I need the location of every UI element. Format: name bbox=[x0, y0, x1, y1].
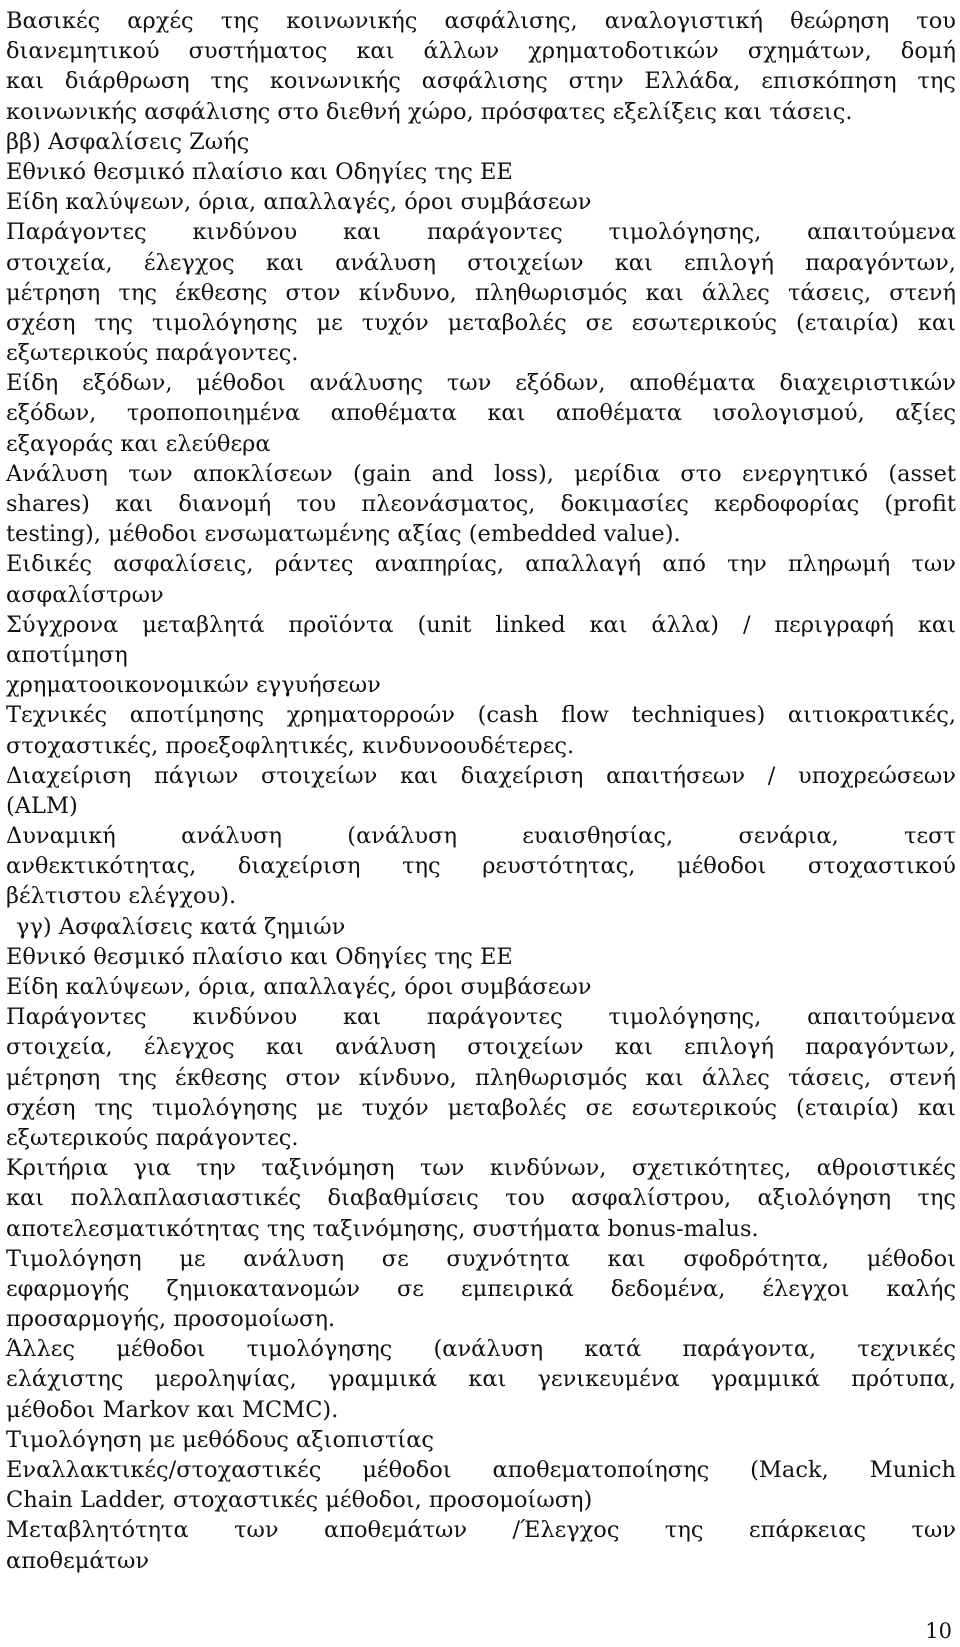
word: στενή bbox=[889, 279, 956, 306]
word: flow bbox=[561, 702, 609, 729]
word: ταξινόμηση bbox=[261, 1155, 395, 1182]
text-line bbox=[6, 610, 956, 640]
word: κίνδυνο, bbox=[358, 1064, 457, 1091]
text-line bbox=[6, 549, 956, 579]
word: θεώρηση bbox=[790, 8, 890, 34]
word: /Έλεγχος bbox=[512, 1517, 620, 1544]
word: και bbox=[265, 1034, 304, 1061]
word: Διαχείριση bbox=[6, 762, 132, 789]
text-line bbox=[6, 66, 956, 96]
word: κινδύνου bbox=[192, 219, 298, 246]
word: κοινωνικής bbox=[269, 68, 401, 95]
word: μερίδια bbox=[574, 460, 661, 487]
document-body bbox=[6, 6, 956, 1576]
word: τυχόν bbox=[361, 1094, 429, 1121]
word: και bbox=[607, 1245, 646, 1272]
word: αποτίμησης bbox=[129, 702, 265, 729]
word: ευαισθησίας, bbox=[522, 823, 674, 850]
text-line: εξωτερικούς παράγοντες. bbox=[6, 340, 299, 367]
text-line bbox=[6, 1093, 956, 1123]
section-heading: ββ) Ασφαλίσεις Ζωής bbox=[6, 128, 250, 155]
word: μέτρηση bbox=[6, 279, 101, 306]
word: ζημιοκατανομών bbox=[166, 1275, 360, 1302]
word: πάγιων bbox=[153, 762, 239, 789]
word: των bbox=[911, 1517, 956, 1544]
word: αποθέματα bbox=[629, 370, 756, 397]
word: προϊόντα bbox=[288, 611, 394, 638]
word: του bbox=[296, 491, 337, 517]
word: και bbox=[356, 38, 395, 65]
word: διαχειριστικών bbox=[779, 370, 956, 397]
word: πληρωμή bbox=[788, 551, 891, 578]
word: κερδοφορίας bbox=[714, 491, 860, 517]
word: των bbox=[128, 460, 173, 487]
word: συστήματος bbox=[188, 38, 328, 65]
word: στο bbox=[680, 460, 722, 487]
text-line bbox=[6, 700, 956, 730]
word: στοιχείων bbox=[260, 762, 378, 789]
word: τεχνικές bbox=[857, 1336, 956, 1363]
word: επισκόπηση bbox=[761, 68, 897, 95]
word: αποθεματοποίησης bbox=[492, 1457, 710, 1483]
text-line bbox=[6, 1364, 956, 1394]
text-line bbox=[6, 1455, 956, 1485]
word: (εταιρία) bbox=[795, 1094, 899, 1121]
word: αποθέματα bbox=[330, 400, 457, 427]
word: ασφαλίστρου, bbox=[571, 1185, 732, 1212]
word: σε bbox=[381, 1245, 409, 1272]
word: την bbox=[196, 1155, 236, 1182]
word: διανομή bbox=[178, 491, 272, 517]
word: ανάλυση bbox=[335, 1034, 436, 1061]
word: κίνδυνο, bbox=[358, 279, 457, 306]
word: τυχόν bbox=[361, 309, 429, 336]
text-line bbox=[6, 308, 956, 338]
word: στην bbox=[568, 68, 624, 95]
word: (profit bbox=[884, 491, 956, 517]
word: ανάλυση bbox=[243, 1245, 345, 1272]
text-line: βέλτιστου ελέγχου). bbox=[6, 883, 237, 910]
word: αξίες bbox=[895, 400, 956, 427]
word: από bbox=[662, 551, 706, 578]
word: σχέση bbox=[6, 309, 76, 336]
word: στοιχεία, bbox=[6, 249, 113, 276]
word: σε bbox=[585, 309, 613, 336]
word: στοιχεία, bbox=[6, 1034, 113, 1061]
word: Μεταβλητότητα bbox=[6, 1517, 189, 1544]
word: ανάλυση bbox=[181, 823, 282, 850]
word: κινδύνων, bbox=[489, 1155, 607, 1182]
word: της bbox=[94, 1094, 133, 1121]
word: αρχές bbox=[127, 8, 194, 34]
word: παράγοντες bbox=[426, 219, 563, 246]
word: της bbox=[94, 309, 133, 336]
word: κοινωνικής bbox=[286, 8, 418, 34]
word: ρευστότητας, bbox=[482, 853, 636, 880]
word: αποκλίσεων bbox=[192, 460, 333, 487]
word: παράγοντες bbox=[426, 1004, 563, 1031]
word: απαιτούμενα bbox=[807, 219, 956, 246]
word: σχημάτων, bbox=[747, 38, 872, 65]
word: διανεμητικού bbox=[6, 38, 160, 65]
text-line: αποτελεσματικότητας της ταξινόμησης, συστήματα bonus-malus. bbox=[6, 1215, 759, 1242]
word: έκθεσης bbox=[175, 279, 268, 306]
word: τιμολόγησης, bbox=[608, 1004, 762, 1031]
word: των bbox=[419, 1155, 465, 1182]
word: κατά bbox=[584, 1336, 642, 1363]
text-line bbox=[6, 217, 956, 247]
word: άλλες bbox=[701, 1064, 770, 1091]
word: γραμμικά bbox=[327, 1366, 438, 1393]
word: σχέση bbox=[6, 1094, 76, 1121]
word: της bbox=[210, 68, 249, 95]
word: ασφάλισης bbox=[421, 68, 548, 95]
word: shares) bbox=[6, 491, 90, 517]
word: ισολογισμού, bbox=[712, 400, 865, 427]
text-line: προσαρμογής, προσομοίωση. bbox=[6, 1306, 336, 1333]
word: και bbox=[917, 1094, 956, 1121]
word: γενικευμένα bbox=[537, 1366, 680, 1393]
word: της bbox=[118, 279, 157, 306]
word: αναπηρίας, bbox=[374, 551, 505, 578]
text-line: κοινωνικής ασφάλισης στο διεθνή χώρο, πρόσφατες εξελίξεις και τάσεις. bbox=[6, 98, 853, 125]
word: χρηματορροών bbox=[286, 702, 455, 729]
word: Munich bbox=[869, 1457, 956, 1483]
word: των bbox=[234, 1517, 279, 1544]
word: συχνότητα bbox=[446, 1245, 570, 1272]
text-line bbox=[6, 1002, 956, 1032]
word: σε bbox=[396, 1275, 424, 1302]
word: της bbox=[917, 68, 956, 95]
word: απαιτήσεων bbox=[606, 762, 746, 789]
word: αποθέματα bbox=[555, 400, 683, 427]
word: του bbox=[916, 8, 956, 34]
word: στοχαστικού bbox=[807, 853, 956, 880]
word: και bbox=[6, 1185, 45, 1212]
word: ανάλυση bbox=[335, 249, 436, 276]
word: αναλογιστική bbox=[604, 8, 764, 34]
word: γραμμικά bbox=[710, 1366, 820, 1393]
text-line: αποθεμάτων bbox=[6, 1547, 150, 1574]
word: πλεονάσματος, bbox=[361, 491, 536, 517]
word: και bbox=[115, 491, 154, 517]
word: αθροιστικές bbox=[816, 1155, 956, 1182]
page-number: 10 bbox=[925, 1619, 952, 1643]
word: μέθοδοι bbox=[677, 853, 767, 880]
word: της bbox=[664, 1517, 704, 1544]
word: στοιχείων bbox=[467, 249, 584, 276]
word: πληθωρισμός bbox=[474, 1064, 628, 1091]
word: πρότυπα, bbox=[851, 1366, 956, 1393]
text-line bbox=[6, 1244, 956, 1274]
word: (unit bbox=[417, 611, 472, 638]
text-line: Chain Ladder, στοχαστικές μέθοδοι, προσομοίωση) bbox=[6, 1487, 593, 1514]
word: επάρκειας bbox=[748, 1517, 867, 1544]
word: παραγόντων, bbox=[805, 1034, 956, 1061]
text-line bbox=[6, 489, 956, 519]
word: μέθοδοι bbox=[196, 370, 286, 397]
section-heading: γγ) Ασφαλίσεις κατά ζημιών bbox=[16, 913, 346, 940]
text-line bbox=[6, 851, 956, 881]
word: μεταβλητά bbox=[142, 611, 265, 638]
word: μεταβολές bbox=[447, 309, 567, 336]
word: (εταιρία) bbox=[795, 309, 899, 336]
word: επιλογή bbox=[684, 249, 775, 276]
word: Κριτήρια bbox=[6, 1155, 109, 1182]
text-line bbox=[6, 36, 956, 66]
word: μεροληψίας, bbox=[154, 1366, 297, 1393]
word: τιμολόγησης bbox=[151, 309, 298, 336]
word: σε bbox=[585, 1094, 613, 1121]
word: της bbox=[220, 8, 260, 34]
word: περιγραφή bbox=[774, 611, 894, 638]
word: της bbox=[402, 853, 441, 880]
word: άλλα) bbox=[651, 611, 720, 638]
word: της bbox=[917, 1185, 956, 1212]
word: επιλογή bbox=[684, 1034, 775, 1061]
word: και bbox=[399, 762, 439, 789]
word: μέθοδοι bbox=[116, 1336, 206, 1363]
word: τεστ bbox=[904, 823, 956, 850]
word: Βασικές bbox=[6, 8, 101, 34]
word: διαχείριση bbox=[460, 762, 584, 789]
word: και bbox=[6, 68, 45, 95]
word: πληθωρισμός bbox=[474, 279, 628, 306]
word: διάρθρωση bbox=[64, 68, 190, 95]
word: μέθοδοι bbox=[866, 1245, 956, 1272]
word: κινδύνου bbox=[192, 1004, 298, 1031]
word: και bbox=[487, 400, 526, 427]
word: ελάχιστης bbox=[6, 1366, 124, 1393]
word: αποθεμάτων bbox=[324, 1517, 468, 1544]
text-line: Είδη καλύψεων, όρια, απαλλαγές, όροι συμβάσεων bbox=[6, 974, 592, 1000]
word: πολλαπλασιαστικές bbox=[70, 1185, 302, 1212]
word: (ανάλυση bbox=[433, 1336, 544, 1363]
word: τιμολόγησης bbox=[246, 1336, 393, 1363]
word: δοκιμασίες bbox=[560, 491, 689, 517]
word: τροποποιημένα bbox=[126, 400, 301, 427]
word: δεδομένα, bbox=[610, 1275, 726, 1302]
text-line: (ALM) bbox=[6, 792, 78, 819]
word: αξιολόγηση bbox=[757, 1185, 892, 1212]
text-line bbox=[6, 821, 956, 851]
text-line bbox=[6, 1274, 956, 1304]
word: εσωτερικούς bbox=[631, 1094, 778, 1121]
word: Παράγοντες bbox=[6, 219, 147, 246]
word: μεταβολές bbox=[447, 1094, 567, 1121]
word: ενεργητικό bbox=[742, 460, 869, 487]
word: τιμολόγησης, bbox=[608, 219, 762, 246]
word: έκθεσης bbox=[175, 1064, 268, 1091]
word: απαλλαγή bbox=[525, 551, 642, 578]
word: χρηματοδοτικών bbox=[528, 38, 719, 65]
word: σφοδρότητα, bbox=[683, 1245, 830, 1272]
word: των bbox=[446, 370, 492, 397]
word: με bbox=[316, 309, 343, 336]
text-line bbox=[6, 6, 956, 36]
word: μέθοδοι bbox=[362, 1457, 452, 1483]
word: ασφάλισης, bbox=[444, 8, 578, 34]
word: και bbox=[468, 1366, 507, 1393]
word: άλλων bbox=[423, 38, 500, 65]
word: σενάρια, bbox=[738, 823, 839, 850]
text-line bbox=[6, 1334, 956, 1364]
word: και bbox=[645, 279, 684, 306]
word: και bbox=[342, 1004, 382, 1031]
text-line bbox=[6, 248, 956, 278]
text-line: Τιμολόγηση με μεθόδους αξιοπιστίας bbox=[6, 1426, 435, 1453]
text-line: εξαγοράς και ελεύθερα bbox=[6, 430, 271, 457]
word: για bbox=[133, 1155, 171, 1182]
word: μέτρηση bbox=[6, 1064, 101, 1091]
word: στον bbox=[285, 1064, 341, 1091]
text-line bbox=[6, 368, 956, 398]
text-line bbox=[6, 459, 956, 489]
word: linked bbox=[495, 611, 566, 638]
word: και bbox=[342, 219, 382, 246]
word: άλλες bbox=[701, 279, 770, 306]
word: Ειδικές bbox=[6, 551, 92, 578]
word: την bbox=[727, 551, 767, 578]
text-line: Εθνικό θεσμικό πλαίσιο και Οδηγίες της ΕΕ bbox=[6, 943, 513, 970]
word: αιτιοκρατικές, bbox=[787, 702, 956, 729]
text-line: χρηματοοικονομικών εγγυήσεων bbox=[6, 672, 381, 699]
word: στον bbox=[285, 279, 341, 306]
word: Τιμολόγηση bbox=[6, 1245, 142, 1272]
word: απαιτούμενα bbox=[807, 1004, 956, 1031]
word: έλεγχοι bbox=[762, 1275, 850, 1302]
word: / bbox=[742, 611, 751, 638]
text-line: αποτίμηση bbox=[6, 641, 128, 668]
text-line bbox=[6, 398, 956, 428]
word: techniques) bbox=[631, 702, 766, 729]
word: εξόδων, bbox=[82, 370, 173, 397]
text-line: εξωτερικούς παράγοντες. bbox=[6, 1124, 299, 1151]
word: Είδη bbox=[6, 370, 59, 397]
word: Εναλλακτικές/στοχαστικές bbox=[6, 1457, 322, 1483]
word: (gain bbox=[352, 460, 412, 487]
text-line: μέθοδοι Markov και MCMC). bbox=[6, 1396, 339, 1423]
word: παραγόντων, bbox=[805, 249, 956, 276]
text-line bbox=[6, 1032, 956, 1062]
word: του bbox=[505, 1185, 545, 1212]
word: ράντες bbox=[274, 551, 354, 578]
word: στοιχείων bbox=[467, 1034, 584, 1061]
word: εξόδων, bbox=[515, 370, 606, 397]
word: loss), bbox=[494, 460, 554, 487]
text-line bbox=[6, 1183, 956, 1213]
word: και bbox=[265, 249, 304, 276]
word: Ελλάδα, bbox=[644, 68, 741, 95]
word: διαχείριση bbox=[237, 853, 361, 880]
word: εμπειρικά bbox=[460, 1275, 574, 1302]
word: Ανάλυση bbox=[6, 460, 108, 487]
word: διαβαθμίσεις bbox=[327, 1185, 479, 1212]
word: καλής bbox=[886, 1275, 956, 1302]
text-line bbox=[6, 1515, 956, 1545]
text-line bbox=[6, 761, 956, 791]
word: εξόδων, bbox=[6, 400, 97, 427]
text-line: στοχαστικές, προεξοφλητικές, κινδυνοουδέτερες. bbox=[6, 732, 575, 759]
text-line: testing), μέθοδοι ενσωματωμένης αξίας (embedded value). bbox=[6, 521, 681, 548]
word: Άλλες bbox=[6, 1336, 76, 1363]
text-line bbox=[6, 278, 956, 308]
word: Τεχνικές bbox=[6, 702, 108, 729]
word: (cash bbox=[477, 702, 539, 729]
text-line bbox=[6, 1153, 956, 1183]
word: υποχρεώσεων bbox=[798, 762, 956, 789]
word: παράγοντα, bbox=[682, 1336, 817, 1363]
word: και bbox=[917, 611, 956, 638]
word: στενή bbox=[889, 1064, 956, 1091]
word: / bbox=[767, 762, 776, 789]
word: Δυναμική bbox=[6, 823, 116, 850]
word: τιμολόγησης bbox=[151, 1094, 298, 1121]
word: των bbox=[911, 551, 956, 578]
word: τάσεις, bbox=[787, 1064, 872, 1091]
word: ασφαλίσεις, bbox=[113, 551, 254, 578]
word: Παράγοντες bbox=[6, 1004, 147, 1031]
text-line: Εθνικό θεσμικό πλαίσιο και Οδηγίες της ΕΕ bbox=[6, 158, 513, 185]
word: και bbox=[645, 1064, 684, 1091]
word: και bbox=[614, 1034, 653, 1061]
word: ανθεκτικότητας, bbox=[6, 853, 197, 880]
word: έλεγχος bbox=[143, 1034, 235, 1061]
word: της bbox=[118, 1064, 157, 1091]
word: έλεγχος bbox=[143, 249, 235, 276]
word: τάσεις, bbox=[787, 279, 872, 306]
text-line: ασφαλίστρων bbox=[6, 581, 164, 608]
word: εφαρμογής bbox=[6, 1275, 130, 1302]
word: δομή bbox=[900, 38, 956, 65]
word: με bbox=[316, 1094, 343, 1121]
word: ανάλυσης bbox=[309, 370, 423, 397]
word: και bbox=[614, 249, 653, 276]
word: (Mack, bbox=[750, 1457, 829, 1483]
word: και bbox=[917, 309, 956, 336]
word: και bbox=[589, 611, 628, 638]
word: με bbox=[179, 1245, 206, 1272]
word: and bbox=[431, 460, 474, 487]
word: σχετικότητες, bbox=[631, 1155, 792, 1182]
text-line: Είδη καλύψεων, όρια, απαλλαγές, όροι συμβάσεων bbox=[6, 189, 592, 216]
word: (ανάλυση bbox=[347, 823, 457, 850]
word: (asset bbox=[888, 460, 956, 487]
word: Σύγχρονα bbox=[6, 611, 119, 638]
text-line bbox=[6, 1063, 956, 1093]
word: εσωτερικούς bbox=[631, 309, 778, 336]
